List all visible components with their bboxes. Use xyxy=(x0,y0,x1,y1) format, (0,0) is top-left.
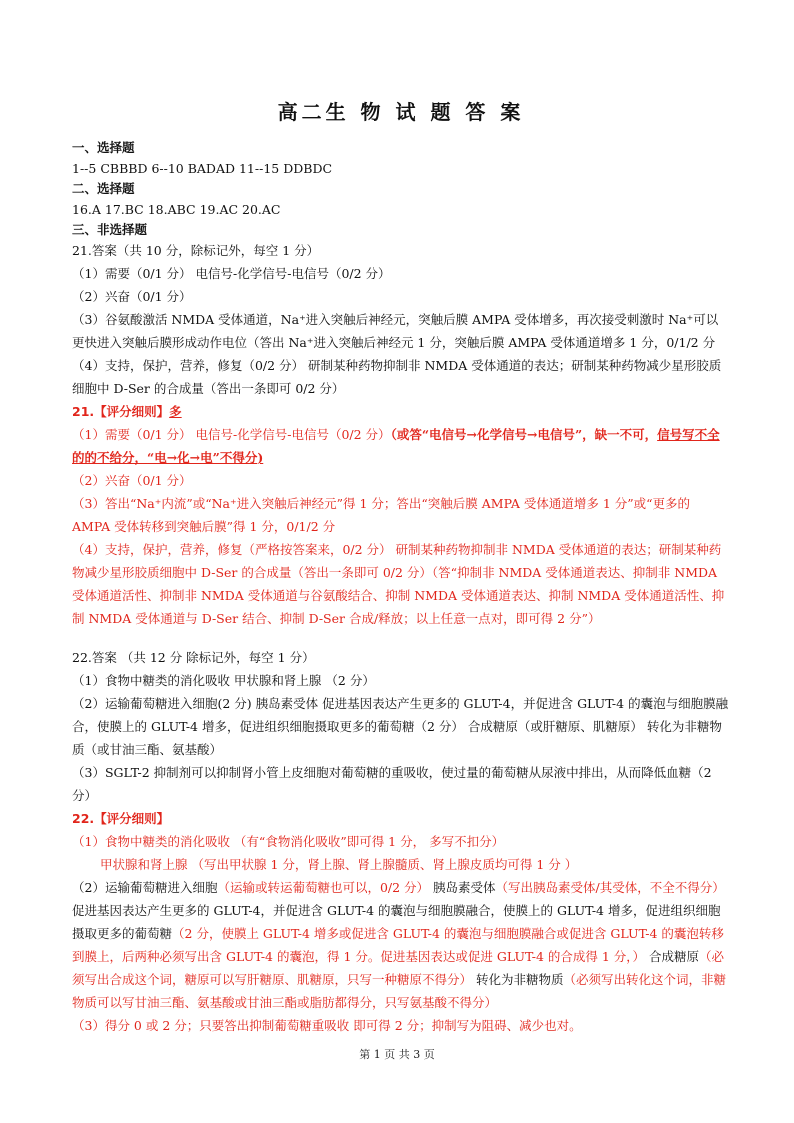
r22-heading-line xyxy=(72,807,730,830)
section-2-answers: 16.A 17.BC 18.ABC 19.AC 20.AC xyxy=(72,202,281,217)
r22-l2-d-note: （必须写出合成这个词，糖原可以写肝糖原、肌糖原，只写一种糖原不得分） xyxy=(72,949,725,987)
r22-l2-a-note: （运输或转运葡萄糖也可以，0/2 分） xyxy=(217,880,430,895)
r22-line-1b-text: 甲状腺和肾上腺 （写出甲状腺 1 分，肾上腺、肾上腺髓质、肾上腺皮质均可得 1 分 ） xyxy=(100,857,578,872)
section-1-heading: 一、选择题 xyxy=(72,140,135,155)
section-2-heading: 二、选择题 xyxy=(72,181,135,196)
r22-l2-c-note: （2 分，使膜上 GLUT-4 增多或促进含 GLUT-4 的囊泡与细胞膜融合或促进含 GLUT-4 的囊泡转移到膜上，后两种必须写出含 GLUT-4 的囊泡，得 1 分。促进基因表达或促进 GLUT-4 的合成得 1 分，） xyxy=(72,926,724,964)
r21-line-1 xyxy=(72,423,730,469)
q21-answer-1: （1）需要（0/1 分） 电信号-化学信号-电信号（0/2 分） xyxy=(72,266,391,281)
r22-l2-e: 转化为非糖物质 xyxy=(472,972,564,987)
section-1-answers: 1--5 CBBBD 6--10 BADAD 11--15 DDBDC xyxy=(72,161,333,176)
r21-line-1-bold-b: 信号写不全的的不给分， xyxy=(72,427,720,465)
q22-answer-2: （2）运输葡萄糖进入细胞(2 分) 胰岛素受体 促进基因表达产生更多的 GLUT-4，并促进含 GLUT-4 的囊泡与细胞膜融合，使膜上的 GLUT-4 增多，促进组织细胞摄取更多的葡萄糖（2 分） 合成糖原（或肝糖原、肌糖原） 转化为非糖物质（或甘油三酯、氨基酸） xyxy=(72,696,729,757)
r21-line-2: （2）兴奋（0/1 分） xyxy=(72,473,192,488)
r21-heading-line xyxy=(72,400,730,423)
r22-l2-c: 促进基因表达产生更多的 GLUT-4，并促进含 GLUT-4 的囊泡与细胞膜融合，使膜上的 GLUT-4 增多，促进组织细胞摄取更多的葡萄糖 xyxy=(72,903,721,941)
page-title: 高二生 物 试 题 答 案 xyxy=(277,100,525,124)
q22-answer-1: （1）食物中糖类的消化吸收 甲状腺和肾上腺 （2 分） xyxy=(72,673,375,688)
r21-line-4: （4）支持，保护，营养，修复（严格按答案来，0/2 分） 研制某种药物抑制非 NMDA 受体通道的表达；研制某种药物减少星形胶质细胞中 D-Ser 的合成量（答出一条即可 0/2 分）（答“抑制非 NMDA 受体通道表达、抑制非 NMDA 受体通道活性、抑制非 NMDA 受体通道与谷氨酸结合、抑制 NMDA 受体通道表达、抑制 NMDA 受体通道活性、抑制 NMDA 受体通道与 D-Ser 结合、抑制 D-Ser 合成/释放；以上任意一点对，即可得 2 分”） xyxy=(72,542,725,626)
r22-l2-e-note: （必须写出转化这个词，非糖物质可以写甘油三酯、氨基酸或甘油三酯或脂肪都得分，只写氨基酸不得分） xyxy=(72,972,727,1010)
q22-header: 22.答案 （共 12 分 除标记外，每空 1 分） xyxy=(72,650,315,665)
r21-line-1-bold-a: （或答“电信号→化学信号→电信号”，缺一不可， xyxy=(390,427,658,442)
r22-l2-d: 合成糖原 xyxy=(645,949,700,964)
q21-answer-3: （3）谷氨酸激活 NMDA 受体通道，Na⁺进入突触后神经元，突触后膜 AMPA 受体增多，再次接受刺激时 Na⁺可以更快进入突触后膜形成动作电位（答出 Na⁺进入突触后神经元 1 分，突触后膜 AMPA 受体通道增多 1 分，0/1/2 分 xyxy=(72,312,719,350)
r22-heading: 22.【评分细则】 xyxy=(72,811,170,826)
r22-line-1: （1）食物中糖类的消化吸收 （有“食物消化吸收”即可得 1 分， 多写不扣分） xyxy=(72,834,505,849)
r21-line-1-bold-c: “电→化→电”不得分 xyxy=(147,450,258,465)
q21-answer-4: （4）支持，保护，营养，修复（0/2 分） 研制某种药物抑制非 NMDA 受体通道的表达；研制某种药物减少星形胶质细胞中 D-Ser 的合成量（答出一条即可 0/2 分） xyxy=(72,358,722,396)
page-footer: 第 1 页 共 3 页 xyxy=(359,1048,435,1061)
r22-l2-a: （2）运输葡萄糖进入细胞 xyxy=(72,880,218,895)
r22-line-1b xyxy=(72,853,730,876)
r21-line-1-main: （1）需要（0/1 分） 电信号-化学信号-电信号（0/2 分） xyxy=(72,427,391,442)
section-3-heading: 三、非选择题 xyxy=(72,222,148,237)
q21-header: 21.答案（共 10 分，除标记外，每空 1 分） xyxy=(72,243,320,258)
r22-l2-b: 胰岛素受体 xyxy=(429,880,496,895)
r22-l2-b-note: （写出胰岛素受体/其受体，不全不得分） xyxy=(495,880,725,895)
r21-line-3: （3）答出“Na⁺内流”或“Na⁺进入突触后神经元”得 1 分；答出“突触后膜 AMPA 受体通道增多 1 分”或“更多的 AMPA 受体转移到突触后膜”得 1 分，0/1/2 分 xyxy=(72,496,691,534)
r21-heading-extra: 多 xyxy=(169,404,182,419)
answer-page xyxy=(72,96,730,1037)
r22-line-2 xyxy=(72,876,730,1014)
r21-heading: 21.【评分细则】 xyxy=(72,404,170,419)
q21-answer-2: （2）兴奋（0/1 分） xyxy=(72,289,192,304)
r21-line-1-bold-d: ) xyxy=(257,450,264,465)
r22-line-3: （3）得分 0 或 2 分；只要答出抑制葡萄糖重吸收 即可得 2 分；抑制写为阻碍、减少也对。 xyxy=(72,1018,582,1033)
q22-answer-3: （3）SGLT-2 抑制剂可以抑制肾小管上皮细胞对葡萄糖的重吸收，使过量的葡萄糖从尿液中排出，从而降低血糖（2 分） xyxy=(72,765,712,803)
